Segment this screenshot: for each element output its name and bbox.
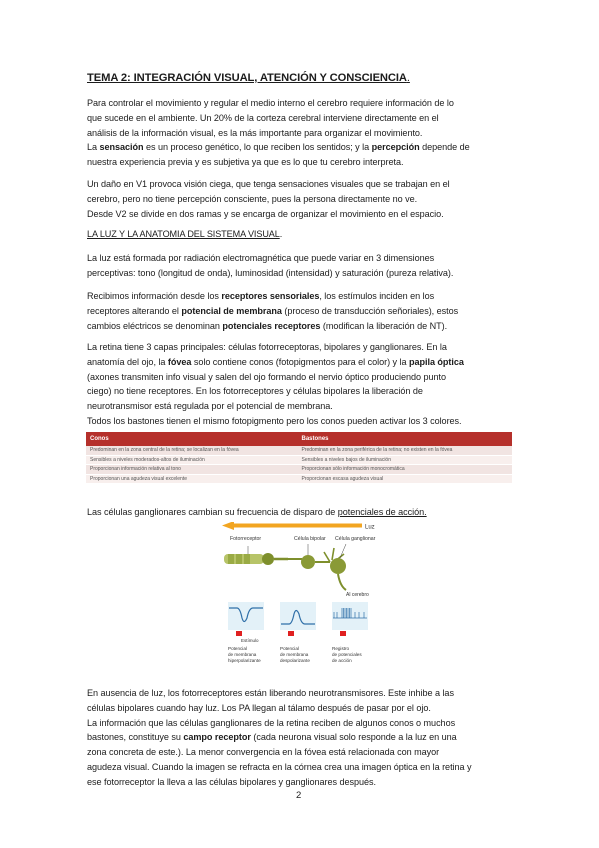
paragraph-receptores: Recibimos información desde los receptores sensoriales, los estímulos inciden en los receptores alterando el potencial de membrana (proceso de transducción señoriales), estos cambios eléctricos se denominan potenciales receptores (modifican la liberación de NT).	[87, 291, 459, 331]
paragraph-v1: Un daño en V1 provoca visión ciega, que tenga sensaciones visuales que se trabajan en el cerebro, pero no tiene percepción consciente, pues la persona directamente no ve. Desde V2 se divide en dos ramas y se encarga de organizar el movimiento en el espacio.	[87, 179, 450, 219]
ganglion-cell	[324, 544, 346, 590]
section-heading: LA LUZ Y LA ANATOMIA DEL SISTEMA VISUAL.	[87, 229, 283, 239]
graph-hiperpolarizante	[228, 602, 264, 643]
retina-circuit-figure	[222, 522, 522, 682]
paragraph-retina: La retina tiene 3 capas principales: células fotorreceptoras, bipolares y ganglionares. En la anatomía del ojo, la fóvea solo contiene conos (fotopigmentos para el color) y la papila óptica (axones transmiten info visual y salen del ojo formando el nervio óptico produciendo punto ciego) no tiene receptores. En los fotorreceptores y células bipolares la liberación de neurotransmisor está regulada por el potencial de membrana. Todos los bastones tienen el mismo fotopigmento pero los conos pueden activar los 3 colores.	[87, 342, 464, 426]
table-row	[86, 474, 512, 484]
photoreceptor-cell	[224, 546, 288, 565]
table-cell: Proporcionan información relativa al tono	[86, 465, 298, 475]
graph-potenciales-accion	[332, 602, 368, 636]
caption-1: hiperpolarizante	[228, 658, 261, 663]
table-row	[86, 446, 512, 455]
caption-2: Potencial	[280, 646, 299, 651]
page-number: 2	[296, 790, 302, 801]
retina-circuit-svg	[222, 522, 522, 682]
caption-2: despolarizante	[280, 658, 310, 663]
ganglionar-label: Célula ganglionar	[335, 536, 376, 542]
table-header-row	[86, 432, 512, 446]
fotoreceptor-label: Fotorreceptor	[230, 536, 262, 542]
conos-bastones-table	[86, 432, 512, 484]
caption-1: Potencial	[228, 646, 247, 651]
bipolar-label: Célula bipolar	[294, 536, 326, 542]
caption-3: de potenciales	[332, 652, 362, 657]
estimulo-label: Estímulo	[241, 638, 259, 643]
page-title: TEMA 2: INTEGRACIÓN VISUAL, ATENCIÓN Y CONSCIENCIA.	[87, 72, 410, 84]
light-arrow-shaft	[232, 524, 362, 528]
light-arrow-head	[222, 522, 234, 530]
table-cell: Proporcionan escasa agudeza visual	[298, 474, 513, 484]
table-cell: Sensibles a niveles bajos de iluminación	[298, 455, 513, 465]
paragraph-intro: Para controlar el movimiento y regular el medio interno el cerebro requiere información de lo que sucede en el ambiente. Un 20% de la corteza cerebral interviene directamente en el análisis de la información visual, es la más importante para organizar el movimiento. La sensación es un proceso genético, lo que reciben los sentidos; y la percepción depende de nuestra experiencia previa y es subjetiva ya que es lo que tu cerebro interpreta.	[87, 98, 470, 168]
luz-label: Luz	[365, 524, 375, 531]
caption-3: de acción	[332, 658, 352, 663]
paragraph-luz: La luz está formada por radiación electromagnética que puede variar en 3 dimensiones perceptivas: tono (longitud de onda), luminosidad (intensidad) y saturación (pureza relativa).	[87, 253, 454, 278]
table-cell: Sensibles a niveles moderados-altos de iluminación	[86, 455, 298, 465]
cerebro-label: Al cerebro	[346, 592, 369, 598]
table-cell: Proporcionan sólo información monocromática	[298, 465, 513, 475]
caption-2: de membrana	[280, 652, 309, 657]
table-header-cell: Conos	[86, 432, 298, 446]
table-row	[86, 455, 512, 465]
caption-1: de membrana	[228, 652, 257, 657]
table-cell: Predominan en la zona central de la retina; se localizan en la fóvea	[86, 446, 298, 455]
table-header-cell: Bastones	[298, 432, 513, 446]
paragraph-ausencia-luz: En ausencia de luz, los fotorreceptores están liberando neurotransmisores. Este inhibe a las células bipolares cuando hay luz. Los PA llegan al tálamo después de pasar por el ojo. La información que las células ganglionares de la retina reciben de algunos conos o muchos bastones, constituye su campo receptor (cada neurona visual solo responde a la luz en una zona concreta de este.). La menor convergencia en la fóvea está relacionada con mayor agudeza visual. Cuando la imagen se refracta en la córnea crea una imagen óptica en la retina y ese fotorreceptor la lleva a las células bipolares y ganglionares después.	[87, 688, 472, 787]
table-row	[86, 465, 512, 475]
graph-despolarizante	[280, 602, 316, 636]
bipolar-cell	[288, 544, 330, 569]
paragraph-ganglionares: Las células ganglionares cambian su frecuencia de disparo de potenciales de acción.	[87, 507, 427, 517]
table-cell: Proporcionan una agudeza visual excelente	[86, 474, 298, 484]
table-cell: Predominan en la zona periférica de la retina; no existen en la fóvea	[298, 446, 513, 455]
caption-3: Registro	[332, 646, 350, 651]
